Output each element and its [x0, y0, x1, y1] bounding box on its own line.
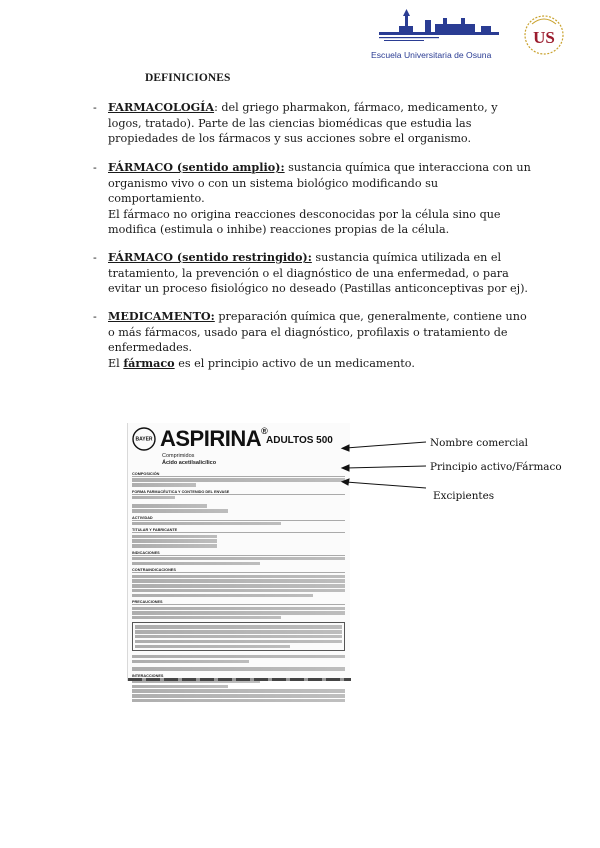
text-line: [132, 483, 196, 486]
definition-medicamento: [93, 309, 533, 371]
bayer-cross-logo: [132, 427, 156, 451]
brand-word: ASPIRINA: [160, 426, 262, 451]
leaflet-heading: PRECAUCIONES: [132, 600, 345, 605]
text-line: [135, 640, 342, 643]
definition-extra: El fármaco no origina reacciones desconocidas por la célula sino que modifica (estimula o inhibe) reacciones propias de la célula.: [108, 207, 501, 237]
term-farmaco-amplio: FÁRMACO (sentido amplio):: [108, 160, 285, 174]
aspirina-leaflet-figure: [127, 423, 350, 681]
label-active-principle: Principio activo/Fármaco: [430, 461, 562, 473]
school-logo: [369, 6, 507, 66]
label-excipients: Excipientes: [433, 490, 495, 502]
text-line: [135, 630, 342, 633]
text-line: [132, 496, 175, 499]
term-farmaco-inline: fármaco: [123, 355, 175, 370]
term-separator: :: [214, 101, 218, 114]
text-line: [132, 584, 345, 587]
text-line: [132, 557, 345, 560]
arrow-commercial-name: [346, 442, 426, 448]
university-seal: [522, 12, 566, 58]
leaflet-heading: FORMA FARMACÉUTICA Y CONTENIDO DEL ENVASE: [132, 490, 345, 495]
school-name: Escuela Universitaria de Osuna: [371, 50, 492, 60]
arrow-head: [342, 445, 349, 451]
text-line: [132, 535, 217, 538]
term-farmaco-restringido: FÁRMACO (sentido restringido):: [108, 250, 312, 264]
seal-letters: US: [533, 28, 555, 47]
text-line: [132, 694, 345, 697]
text-line: [135, 645, 290, 648]
definition-farmaco-restringido: [93, 250, 533, 297]
leaflet-heading: TITULAR Y FABRICANTE: [132, 528, 345, 533]
bullet: -: [93, 251, 97, 264]
leaflet-heading: COMPOSICIÓN: [132, 472, 345, 477]
pharmaceutical-form: Comprimidos: [162, 453, 195, 459]
bullet: -: [93, 161, 97, 174]
text-line: [132, 660, 249, 663]
seal-icon: [522, 12, 566, 58]
registered-mark: ®: [261, 426, 268, 436]
term-medicamento: MEDICAMENTO:: [108, 309, 215, 323]
text-line: [132, 562, 260, 565]
text-line: [132, 504, 207, 507]
text-line: [132, 509, 228, 512]
text-line: [132, 478, 345, 481]
label-commercial-name: Nombre comercial: [430, 437, 528, 449]
text-line: [132, 594, 313, 597]
text-line: [132, 579, 345, 582]
section-title: DEFINICIONES: [145, 72, 231, 84]
text-line: [132, 539, 217, 542]
bullet: -: [93, 310, 97, 323]
text-line: [132, 685, 228, 688]
leaflet-heading: INDICACIONES: [132, 551, 345, 556]
bullet: -: [93, 101, 97, 114]
arrow-active-principle: [346, 466, 426, 468]
term-farmacologia: FARMACOLOGÍA: [108, 100, 215, 114]
figure-bottom-edge: [128, 678, 351, 681]
leaflet-heading: ACTIVIDAD: [132, 516, 345, 521]
text-line: [132, 544, 217, 547]
arrow-head: [342, 465, 349, 471]
definition-text: del griego pharmakon, fármaco, medicamento, y logos, tratado). Parte de las ciencias biomédicas que estudia las propiedades de los fármacos y sus acciones sobre el organismo.: [108, 101, 498, 146]
definition-text: preparación química que, generalmente, contiene uno o más fármacos, usado para el diagnóstico, profilaxis o tratamiento de enfermedades.: [108, 310, 527, 355]
text-line: [135, 635, 342, 638]
definition-extra-pre: El: [108, 356, 124, 370]
building-icon: [369, 6, 507, 50]
definition-farmaco-amplio: [93, 160, 533, 238]
brand-suffix: ADULTOS 500: [266, 435, 333, 446]
text-line: [132, 589, 345, 592]
definition-extra-post: es el principio activo de un medicamento.: [174, 356, 415, 370]
leaflet-heading: INTERACCIONES: [132, 674, 345, 679]
arrow-excipients: [346, 482, 426, 488]
arrow-head: [342, 479, 349, 485]
leaflet-body: [132, 469, 345, 678]
brand-name: [160, 426, 267, 452]
bayer-logo-text: BAYER: [135, 436, 153, 443]
text-line: [132, 667, 345, 670]
text-line: [132, 611, 345, 614]
text-line: [132, 616, 281, 619]
text-line: [132, 522, 281, 525]
definition-text: sustancia química utilizada en el tratamiento, la prevención o el diagnóstico de una enfermedad, o para evitar un proceso fisiológico no deseado (Pastillas anticonceptivas por ej).: [108, 251, 528, 296]
leaflet-heading: CONTRAINDICACIONES: [132, 568, 345, 573]
leaflet-warning-box: [132, 622, 345, 651]
text-line: [132, 655, 345, 658]
definition-farmacologia: [93, 100, 533, 147]
text-line: [132, 699, 345, 702]
text-line: [132, 575, 345, 578]
definition-text: sustancia química que interacciona con un organismo vivo o con un sistema biológico modificando su comportamiento.: [108, 161, 531, 206]
text-line: [135, 625, 342, 628]
active-ingredient: Ácido acetilsalicílico: [162, 460, 217, 466]
annotation-arrows: [340, 430, 432, 500]
text-line: [132, 607, 345, 610]
text-line: [132, 689, 345, 692]
